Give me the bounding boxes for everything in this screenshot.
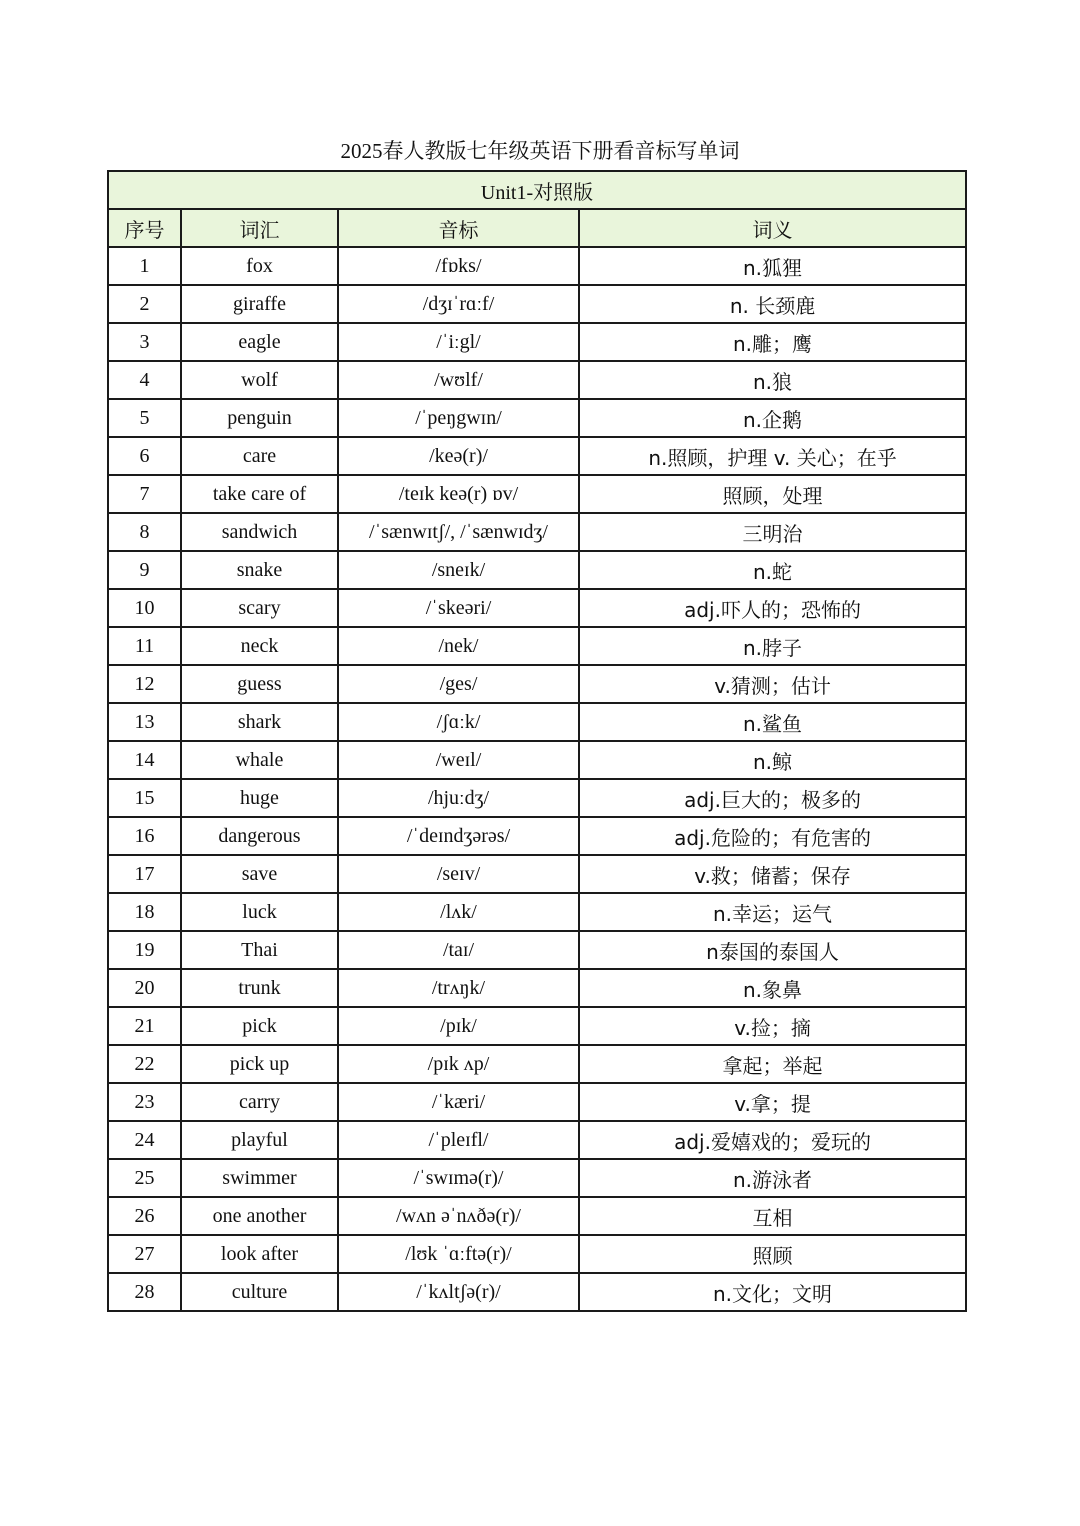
table-row	[108, 361, 966, 399]
table-row	[108, 741, 966, 779]
unit-header-row	[108, 171, 966, 209]
row-phonetic: /ˈiːgl/	[338, 323, 579, 361]
table-row	[108, 399, 966, 437]
table-row	[108, 893, 966, 931]
row-number: 1	[108, 247, 181, 285]
row-phonetic: /seɪv/	[338, 855, 579, 893]
table-row	[108, 247, 966, 285]
row-phonetic: /sneɪk/	[338, 551, 579, 589]
table-row	[108, 323, 966, 361]
row-number: 15	[108, 779, 181, 817]
header-meaning: 词义	[579, 209, 966, 247]
header-phonetic: 音标	[338, 209, 579, 247]
row-number: 24	[108, 1121, 181, 1159]
row-meaning: 照顾，处理	[579, 475, 966, 513]
row-phonetic: /taɪ/	[338, 931, 579, 969]
row-number: 6	[108, 437, 181, 475]
row-meaning: adj.巨大的；极多的	[579, 779, 966, 817]
row-word: sandwich	[181, 513, 338, 551]
row-phonetic: /wʊlf/	[338, 361, 579, 399]
row-number: 19	[108, 931, 181, 969]
row-number: 22	[108, 1045, 181, 1083]
row-phonetic: /pɪk/	[338, 1007, 579, 1045]
row-phonetic: /lʊk ˈɑːftə(r)/	[338, 1235, 579, 1273]
row-number: 10	[108, 589, 181, 627]
row-phonetic: /ˈsænwɪtʃ/, /ˈsænwɪdʒ/	[338, 513, 579, 551]
row-meaning: n.鲨鱼	[579, 703, 966, 741]
unit-label: Unit1-对照版	[108, 171, 966, 209]
table-row	[108, 627, 966, 665]
row-meaning: 三明治	[579, 513, 966, 551]
row-phonetic: /fɒks/	[338, 247, 579, 285]
row-word: pick up	[181, 1045, 338, 1083]
row-number: 26	[108, 1197, 181, 1235]
row-word: wolf	[181, 361, 338, 399]
row-word: neck	[181, 627, 338, 665]
column-header-row	[108, 209, 966, 247]
row-number: 4	[108, 361, 181, 399]
row-meaning: n.企鹅	[579, 399, 966, 437]
table-row	[108, 1273, 966, 1311]
row-phonetic: /keə(r)/	[338, 437, 579, 475]
row-meaning: adj.吓人的；恐怖的	[579, 589, 966, 627]
row-meaning: n泰国的泰国人	[579, 931, 966, 969]
row-number: 28	[108, 1273, 181, 1311]
row-word: whale	[181, 741, 338, 779]
row-word: guess	[181, 665, 338, 703]
row-number: 13	[108, 703, 181, 741]
row-word: culture	[181, 1273, 338, 1311]
row-number: 2	[108, 285, 181, 323]
row-phonetic: /lʌk/	[338, 893, 579, 931]
row-word: snake	[181, 551, 338, 589]
row-meaning: n.幸运；运气	[579, 893, 966, 931]
row-phonetic: /ˈkæri/	[338, 1083, 579, 1121]
row-phonetic: /teɪk keə(r) ɒv/	[338, 475, 579, 513]
row-meaning: n.蛇	[579, 551, 966, 589]
row-meaning: adj.危险的；有危害的	[579, 817, 966, 855]
row-word: shark	[181, 703, 338, 741]
table-row	[108, 1121, 966, 1159]
row-word: trunk	[181, 969, 338, 1007]
row-meaning: n.狐狸	[579, 247, 966, 285]
row-word: playful	[181, 1121, 338, 1159]
row-number: 18	[108, 893, 181, 931]
row-word: care	[181, 437, 338, 475]
row-phonetic: /ˈpleɪfl/	[338, 1121, 579, 1159]
row-meaning: v.救；储蓄；保存	[579, 855, 966, 893]
table-row	[108, 817, 966, 855]
row-word: swimmer	[181, 1159, 338, 1197]
row-word: one another	[181, 1197, 338, 1235]
row-meaning: n.雕；鹰	[579, 323, 966, 361]
row-phonetic: /nek/	[338, 627, 579, 665]
page-title: 2025春人教版七年级英语下册看音标写单词	[340, 139, 740, 163]
row-meaning: n.文化；文明	[579, 1273, 966, 1311]
row-meaning: 照顾	[579, 1235, 966, 1273]
row-phonetic: /ges/	[338, 665, 579, 703]
row-phonetic: /hjuːdʒ/	[338, 779, 579, 817]
table-row	[108, 513, 966, 551]
row-phonetic: /dʒɪˈrɑːf/	[338, 285, 579, 323]
row-word: take care of	[181, 475, 338, 513]
vocabulary-rows	[108, 247, 966, 1311]
row-number: 17	[108, 855, 181, 893]
row-word: save	[181, 855, 338, 893]
header-word: 词汇	[181, 209, 338, 247]
row-number: 8	[108, 513, 181, 551]
table-row	[108, 665, 966, 703]
table-row	[108, 1159, 966, 1197]
row-number: 7	[108, 475, 181, 513]
row-phonetic: /trʌŋk/	[338, 969, 579, 1007]
table-row	[108, 1007, 966, 1045]
row-number: 14	[108, 741, 181, 779]
row-number: 11	[108, 627, 181, 665]
table-row	[108, 475, 966, 513]
row-phonetic: /ʃɑːk/	[338, 703, 579, 741]
row-word: huge	[181, 779, 338, 817]
table-row	[108, 285, 966, 323]
table-row	[108, 931, 966, 969]
vocabulary-table	[107, 170, 967, 1312]
row-meaning: n. 长颈鹿	[579, 285, 966, 323]
table-row	[108, 551, 966, 589]
row-phonetic: /ˈswɪmə(r)/	[338, 1159, 579, 1197]
row-meaning: n.照顾，护理 v. 关心；在乎	[579, 437, 966, 475]
row-phonetic: /pɪk ʌp/	[338, 1045, 579, 1083]
row-word: carry	[181, 1083, 338, 1121]
table-row	[108, 1235, 966, 1273]
row-word: giraffe	[181, 285, 338, 323]
row-number: 9	[108, 551, 181, 589]
row-word: look after	[181, 1235, 338, 1273]
row-number: 23	[108, 1083, 181, 1121]
row-word: scary	[181, 589, 338, 627]
row-word: Thai	[181, 931, 338, 969]
row-phonetic: /wʌn əˈnʌðə(r)/	[338, 1197, 579, 1235]
table-row	[108, 1197, 966, 1235]
row-word: pick	[181, 1007, 338, 1045]
row-number: 3	[108, 323, 181, 361]
row-meaning: 互相	[579, 1197, 966, 1235]
row-number: 16	[108, 817, 181, 855]
row-number: 12	[108, 665, 181, 703]
row-phonetic: /ˈkʌltʃə(r)/	[338, 1273, 579, 1311]
row-word: eagle	[181, 323, 338, 361]
table-row	[108, 969, 966, 1007]
table-row	[108, 1045, 966, 1083]
row-meaning: n.象鼻	[579, 969, 966, 1007]
table-row	[108, 703, 966, 741]
row-word: fox	[181, 247, 338, 285]
row-meaning: n.脖子	[579, 627, 966, 665]
row-meaning: v.猜测；估计	[579, 665, 966, 703]
table-row	[108, 779, 966, 817]
header-number: 序号	[108, 209, 181, 247]
row-number: 5	[108, 399, 181, 437]
row-phonetic: /ˈdeɪndʒərəs/	[338, 817, 579, 855]
row-meaning: 拿起；举起	[579, 1045, 966, 1083]
row-meaning: v.拿；提	[579, 1083, 966, 1121]
row-phonetic: /ˈskeəri/	[338, 589, 579, 627]
table-row	[108, 855, 966, 893]
table-row	[108, 437, 966, 475]
row-phonetic: /weɪl/	[338, 741, 579, 779]
row-phonetic: /ˈpeŋgwɪn/	[338, 399, 579, 437]
row-number: 21	[108, 1007, 181, 1045]
row-meaning: adj.爱嬉戏的；爱玩的	[579, 1121, 966, 1159]
table-row	[108, 589, 966, 627]
row-word: penguin	[181, 399, 338, 437]
row-meaning: n.游泳者	[579, 1159, 966, 1197]
row-meaning: n.鲸	[579, 741, 966, 779]
row-number: 27	[108, 1235, 181, 1273]
row-number: 20	[108, 969, 181, 1007]
row-word: dangerous	[181, 817, 338, 855]
row-number: 25	[108, 1159, 181, 1197]
table-row	[108, 1083, 966, 1121]
row-word: luck	[181, 893, 338, 931]
row-meaning: v.捡；摘	[579, 1007, 966, 1045]
row-meaning: n.狼	[579, 361, 966, 399]
